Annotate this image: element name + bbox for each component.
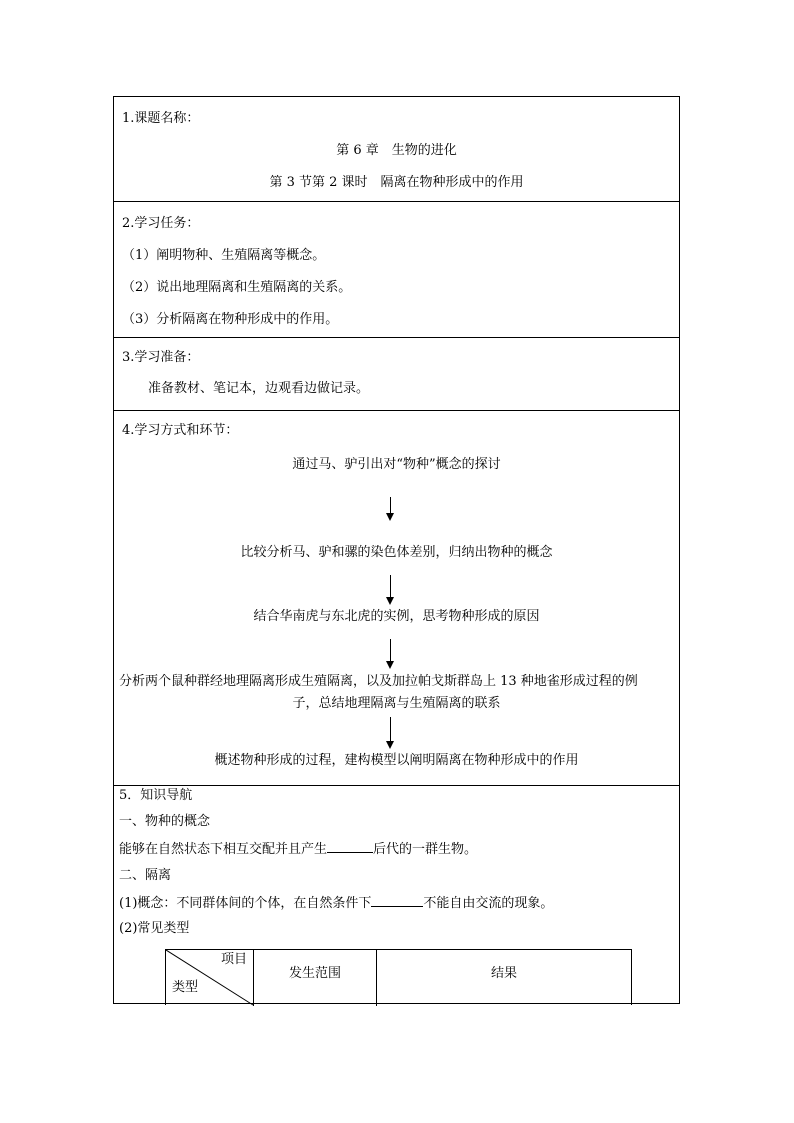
fill-in-text: 后代的一群生物。 <box>373 842 478 857</box>
section-label: 5．知识导航 <box>119 788 193 803</box>
flow-step: 比较分析马、驴和骡的染色体差别，归纳出物种的概念 <box>240 545 553 560</box>
lesson-plan-table <box>113 96 680 1004</box>
isolation-types-table <box>165 949 632 1005</box>
task-item: （2）说出地理隔离和生殖隔离的关系。 <box>122 280 352 295</box>
section-method <box>114 411 679 786</box>
fill-in-line <box>119 894 553 912</box>
flow-step: 概述物种形成的过程，建构模型以阐明隔离在物种形成中的作用 <box>214 753 579 768</box>
chapter-title: 第 6 章 生物的进化 <box>336 143 457 158</box>
section-label: 4.学习方式和环节： <box>122 423 239 438</box>
header-cell <box>254 950 377 1006</box>
corner-top-label: 项目 <box>220 952 247 967</box>
flow-step: 结合华南虎与东北虎的实例，思考物种形成的原因 <box>253 609 540 624</box>
subheading: 二、隔离 <box>119 868 172 883</box>
flow-step: 分析两个鼠种群经地理隔离形成生殖隔离，以及加拉帕戈斯群岛上 13 种地雀形成过程的例 <box>119 674 638 689</box>
list-item: (2)常见类型 <box>119 921 190 936</box>
fill-in-text: 能够在自然状态下相互交配并且产生 <box>119 842 328 857</box>
flow-step-continuation: 子，总结地理隔离与生殖隔离的联系 <box>292 696 501 711</box>
lesson-title: 第 3 节第 2 课时 隔离在物种形成中的作用 <box>269 175 524 190</box>
section-preparation <box>114 338 679 411</box>
fill-in-line <box>119 840 477 858</box>
fill-in-text: 不能自由交流的现象。 <box>423 896 554 911</box>
flow-step: 通过马、驴引出对“物种”概念的探讨 <box>292 457 501 472</box>
fill-in-text: (1)概念：不同群体间的个体，在自然条件下 <box>119 896 372 911</box>
answer-blank[interactable] <box>327 840 373 853</box>
answer-blank[interactable] <box>371 894 423 907</box>
task-item: （3）分析隔离在物种形成中的作用。 <box>122 312 339 327</box>
header-label: 结果 <box>490 966 517 981</box>
subheading: 一、物种的概念 <box>119 814 211 829</box>
corner-bottom-label: 类型 <box>172 980 199 995</box>
section-title <box>114 97 679 202</box>
section-label: 1.课题名称： <box>122 111 200 126</box>
corner-header-cell <box>166 950 254 1006</box>
section-label: 2.学习任务： <box>122 216 200 231</box>
task-item: （1）阐明物种、生殖隔离等概念。 <box>122 248 326 263</box>
section-label: 3.学习准备： <box>122 350 200 365</box>
header-label: 发生范围 <box>288 966 341 981</box>
preparation-text: 准备教材、笔记本，边观看边做记录。 <box>148 381 370 396</box>
section-tasks <box>114 202 679 338</box>
header-cell <box>377 950 631 1006</box>
